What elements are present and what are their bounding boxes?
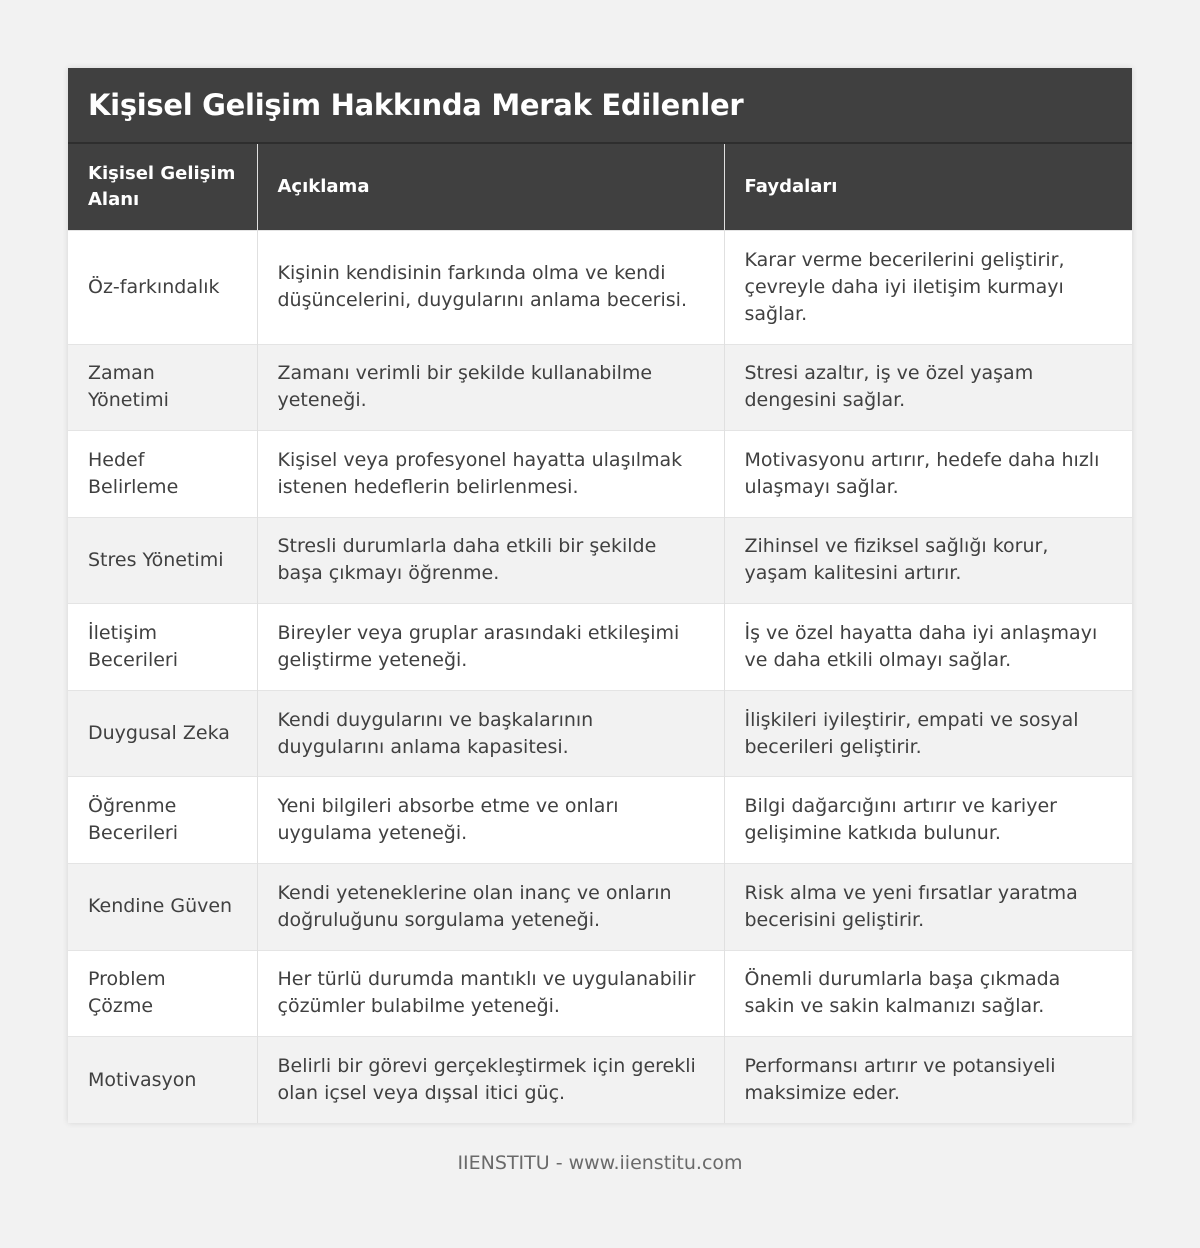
table-row: [68, 344, 1132, 431]
cell-description: Belirli bir görevi gerçekleştirmek için gerekli olan içsel veya dışsal itici güç.: [257, 1037, 724, 1124]
cell-description: Kişinin kendisinin farkında olma ve kendi düşüncelerini, duygularını anlama becerisi.: [257, 230, 724, 344]
table-row: [68, 517, 1132, 604]
table-row: [68, 777, 1132, 864]
cell-description: Kişisel veya profesyonel hayatta ulaşılmak istenen hedeflerin belirlenmesi.: [257, 431, 724, 518]
table-row: [68, 950, 1132, 1037]
cell-description: Zamanı verimli bir şekilde kullanabilme yeteneği.: [257, 344, 724, 431]
cell-area: Zaman Yönetimi: [68, 344, 257, 431]
cell-area: Öz-farkındalık: [68, 230, 257, 344]
cell-benefits: Zihinsel ve fiziksel sağlığı korur, yaşam kalitesini artırır.: [724, 517, 1132, 604]
footer-credit: IIENSTITU - www.iienstitu.com: [457, 1152, 743, 1174]
cell-benefits: Bilgi dağarcığını artırır ve kariyer gelişimine katkıda bulunur.: [724, 777, 1132, 864]
cell-area: Hedef Belirleme: [68, 431, 257, 518]
faq-table-card: [68, 68, 1132, 1123]
cell-description: Yeni bilgileri absorbe etme ve onları uygulama yeteneği.: [257, 777, 724, 864]
cell-benefits: Performansı artırır ve potansiyeli maksimize eder.: [724, 1037, 1132, 1124]
cell-area: İletişim Becerileri: [68, 604, 257, 691]
column-header-benefits: Faydaları: [724, 144, 1132, 230]
table-header-row: [68, 144, 1132, 230]
table-row: [68, 864, 1132, 951]
cell-benefits: Önemli durumlarla başa çıkmada sakin ve sakin kalmanızı sağlar.: [724, 950, 1132, 1037]
cell-area: Stres Yönetimi: [68, 517, 257, 604]
cell-benefits: İş ve özel hayatta daha iyi anlaşmayı ve daha etkili olmayı sağlar.: [724, 604, 1132, 691]
table-row: [68, 1037, 1132, 1124]
table-row: [68, 431, 1132, 518]
cell-description: Her türlü durumda mantıklı ve uygulanabilir çözümler bulabilme yeteneği.: [257, 950, 724, 1037]
cell-description: Bireyler veya gruplar arasındaki etkileşimi geliştirme yeteneği.: [257, 604, 724, 691]
cell-description: Kendi duygularını ve başkalarının duygularını anlama kapasitesi.: [257, 690, 724, 777]
column-header-description: Açıklama: [257, 144, 724, 230]
cell-area: Kendine Güven: [68, 864, 257, 951]
table-row: [68, 604, 1132, 691]
cell-area: Öğrenme Becerileri: [68, 777, 257, 864]
table-title: Kişisel Gelişim Hakkında Merak Edilenler: [68, 68, 1132, 144]
cell-description: Stresli durumlarla daha etkili bir şekilde başa çıkmayı öğrenme.: [257, 517, 724, 604]
cell-area: Problem Çözme: [68, 950, 257, 1037]
cell-benefits: Karar verme becerilerini geliştirir, çevreyle daha iyi iletişim kurmayı sağlar.: [724, 230, 1132, 344]
table-row: [68, 230, 1132, 344]
cell-area: Duygusal Zeka: [68, 690, 257, 777]
column-header-area: Kişisel Gelişim Alanı: [68, 144, 257, 230]
cell-benefits: Risk alma ve yeni fırsatlar yaratma becerisini geliştirir.: [724, 864, 1132, 951]
personal-development-table: [68, 144, 1132, 1123]
table-row: [68, 690, 1132, 777]
cell-area: Motivasyon: [68, 1037, 257, 1124]
cell-benefits: Motivasyonu artırır, hedefe daha hızlı ulaşmayı sağlar.: [724, 431, 1132, 518]
cell-benefits: Stresi azaltır, iş ve özel yaşam dengesini sağlar.: [724, 344, 1132, 431]
cell-description: Kendi yeteneklerine olan inanç ve onların doğruluğunu sorgulama yeteneği.: [257, 864, 724, 951]
cell-benefits: İlişkileri iyileştirir, empati ve sosyal becerileri geliştirir.: [724, 690, 1132, 777]
